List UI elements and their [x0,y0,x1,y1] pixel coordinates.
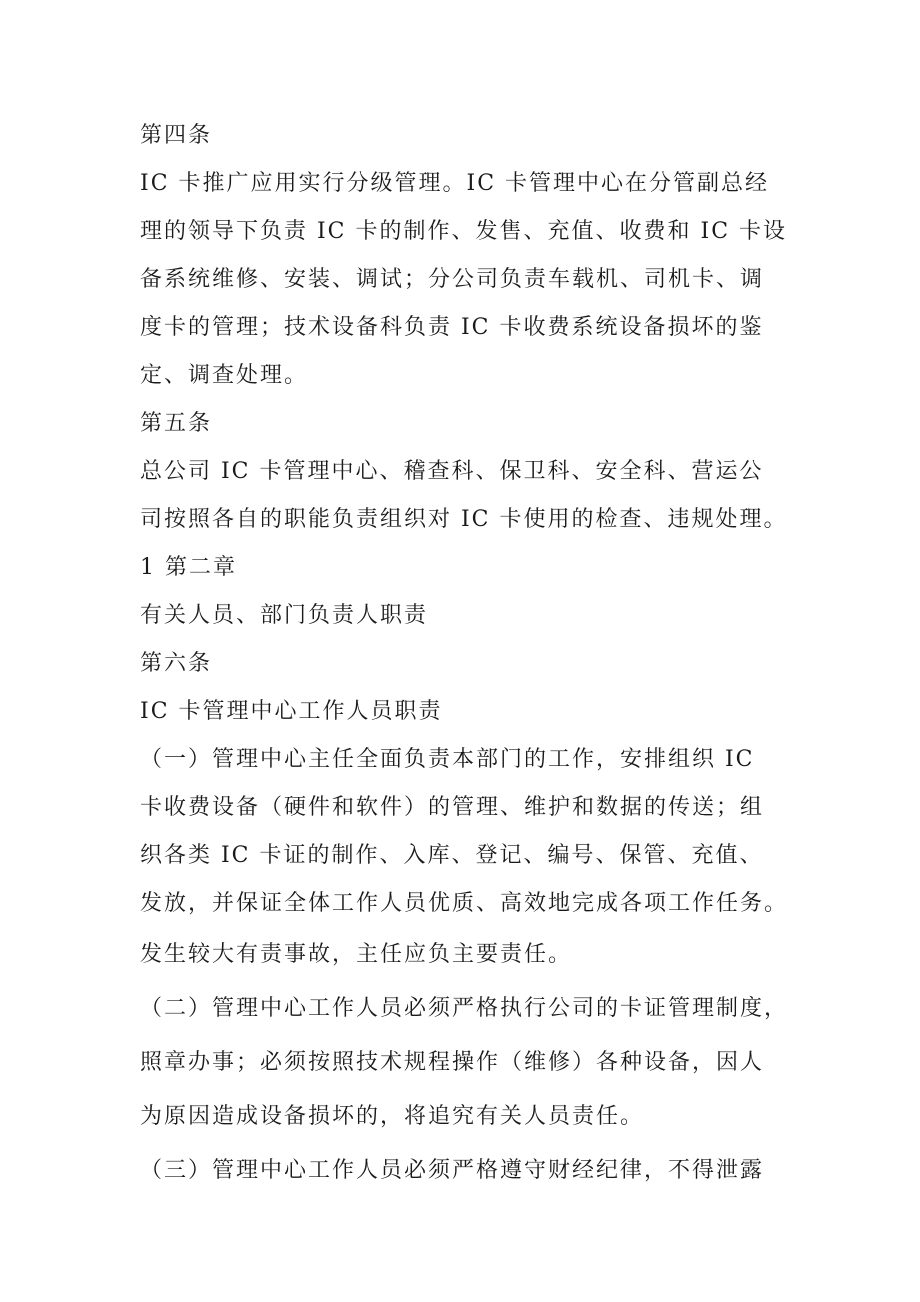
clause-1-text-line: 卡收费设备（硬件和软件）的管理、维护和数据的传送；组 [140,795,765,820]
clause-1-text-line: （一）管理中心主任全面负责本部门的工作，安排组织 IC [140,747,755,772]
article-4-heading: 第四条 [140,123,213,148]
article-6-heading: 第六条 [140,651,213,676]
chapter-2-heading: 1 第二章 [140,555,237,580]
clause-2-text-line: （二）管理中心工作人员必须严格执行公司的卡证管理制度， [140,996,789,1021]
document-body [140,112,790,1198]
article-6-subtitle: IC 卡管理中心工作人员职责 [140,699,443,724]
article-5-heading: 第五条 [140,411,213,436]
chapter-2-title: 有关人员、部门负责人职责 [140,603,429,628]
article-4-text-line: 度卡的管理；技术设备科负责 IC 卡收费系统设备损坏的鉴 [140,315,764,340]
article-4-text-line: 定、调查处理。 [140,363,309,388]
clause-1-text-line: 发生较大有责事故，主任应负主要责任。 [140,942,573,967]
article-4-text-line: 备系统维修、安装、调试；分公司负责车载机、司机卡、调 [140,267,765,292]
clause-2-text-line: 照章办事；必须按照技术规程操作（维修）各种设备，因人 [140,1050,765,1075]
clause-2-text-line: 为原因造成设备损坏的，将追究有关人员责任。 [140,1104,645,1129]
article-5-text-line: 总公司 IC 卡管理中心、稽查科、保卫科、安全科、营运公 [140,459,764,484]
clause-1-text-line: 织各类 IC 卡证的制作、入库、登记、编号、保管、充值、 [140,843,764,868]
article-4-text-line: 理的领导下负责 IC 卡的制作、发售、充值、收费和 IC 卡设 [140,219,788,244]
clause-1-text-line: 发放，并保证全体工作人员优质、高效地完成各项工作任务。 [140,891,789,916]
article-4-text-line: IC 卡推广应用实行分级管理。IC 卡管理中心在分管副总经 [140,171,770,196]
clause-3-text-line: （三）管理中心工作人员必须严格遵守财经纪律，不得泄露 [140,1158,765,1183]
article-5-text-line: 司按照各自的职能负责组织对 IC 卡使用的检查、违规处理。 [140,507,788,532]
